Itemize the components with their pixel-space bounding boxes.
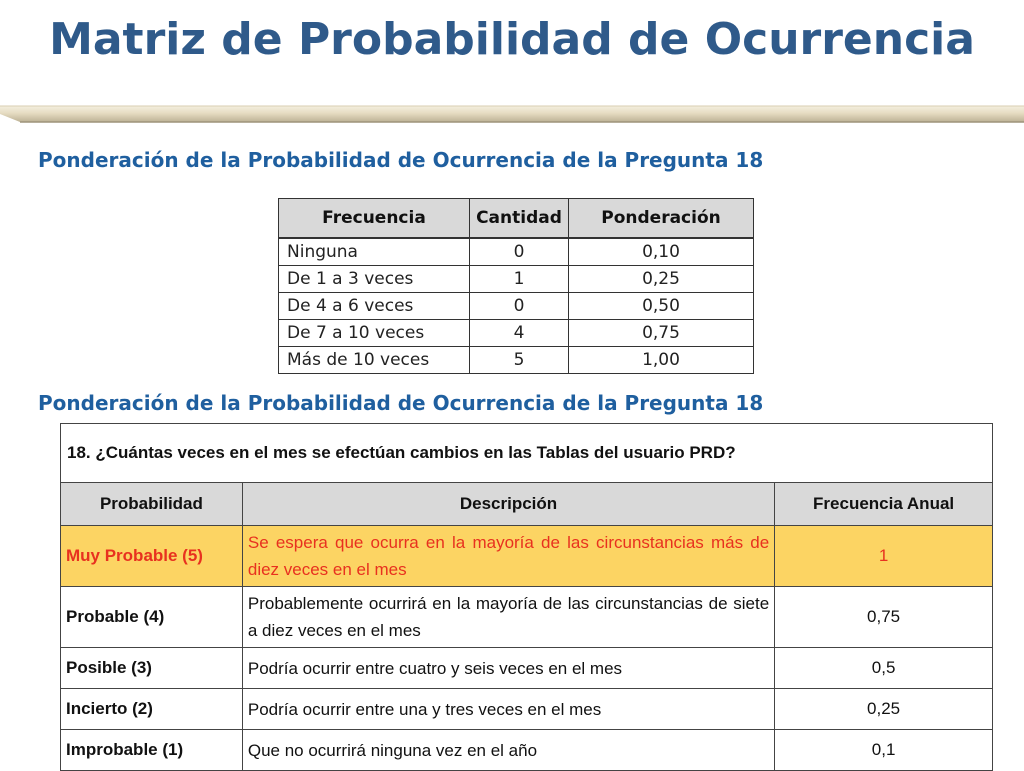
column-header: Ponderación — [569, 199, 754, 239]
frequency-cell: De 7 a 10 veces — [279, 320, 470, 347]
table-row — [279, 266, 754, 293]
question-row — [61, 424, 993, 483]
annual-frequency-cell: 0,75 — [775, 587, 993, 648]
table-header-row — [61, 483, 993, 526]
table-row — [279, 347, 754, 374]
column-header: Frecuencia — [279, 199, 470, 239]
count-cell: 5 — [470, 347, 569, 374]
weight-cell: 0,10 — [569, 238, 754, 266]
table-row-highlighted — [61, 526, 993, 587]
weight-cell: 0,75 — [569, 320, 754, 347]
probability-label: Incierto (2) — [61, 689, 243, 730]
description-cell: Se espera que ocurra en la mayoría de las circunstancias más de diez veces en el mes — [242, 526, 774, 587]
table-row — [279, 293, 754, 320]
annual-frequency-cell: 1 — [775, 526, 993, 587]
probability-matrix-table — [60, 423, 993, 771]
column-header: Descripción — [242, 483, 774, 526]
description-cell: Podría ocurrir entre cuatro y seis veces en el mes — [242, 648, 774, 689]
section-heading-weights: Ponderación de la Probabilidad de Ocurrencia de la Pregunta 18 — [38, 148, 764, 172]
table-row — [61, 689, 993, 730]
description-cell: Probablemente ocurrirá en la mayoría de las circunstancias de siete a diez veces en el mes — [242, 587, 774, 648]
count-cell: 4 — [470, 320, 569, 347]
probability-label: Improbable (1) — [61, 730, 243, 771]
annual-frequency-cell: 0,25 — [775, 689, 993, 730]
annual-frequency-cell: 0,5 — [775, 648, 993, 689]
column-header: Probabilidad — [61, 483, 243, 526]
table-header-row — [279, 199, 754, 239]
weight-cell: 0,50 — [569, 293, 754, 320]
count-cell: 0 — [470, 293, 569, 320]
weight-cell: 0,25 — [569, 266, 754, 293]
column-header: Frecuencia Anual — [775, 483, 993, 526]
title-divider-bar — [0, 100, 1024, 126]
section-heading-probability: Ponderación de la Probabilidad de Ocurrencia de la Pregunta 18 — [38, 391, 764, 415]
table-row — [61, 587, 993, 648]
description-cell: Que no ocurrirá ninguna vez en el año — [242, 730, 774, 771]
question-text: 18. ¿Cuántas veces en el mes se efectúan cambios en las Tablas del usuario PRD? — [61, 424, 993, 483]
probability-label: Muy Probable (5) — [61, 526, 243, 587]
slide-title: Matriz de Probabilidad de Ocurrencia — [49, 14, 975, 65]
frequency-weight-table — [278, 198, 754, 374]
table-row — [279, 238, 754, 266]
weight-cell: 1,00 — [569, 347, 754, 374]
count-cell: 0 — [470, 238, 569, 266]
table-row — [61, 648, 993, 689]
frequency-cell: De 1 a 3 veces — [279, 266, 470, 293]
table-row — [61, 730, 993, 771]
description-cell: Podría ocurrir entre una y tres veces en el mes — [242, 689, 774, 730]
frequency-cell: Más de 10 veces — [279, 347, 470, 374]
table-row — [279, 320, 754, 347]
probability-label: Probable (4) — [61, 587, 243, 648]
probability-label: Posible (3) — [61, 648, 243, 689]
annual-frequency-cell: 0,1 — [775, 730, 993, 771]
column-header: Cantidad — [470, 199, 569, 239]
count-cell: 1 — [470, 266, 569, 293]
frequency-cell: Ninguna — [279, 238, 470, 266]
frequency-cell: De 4 a 6 veces — [279, 293, 470, 320]
